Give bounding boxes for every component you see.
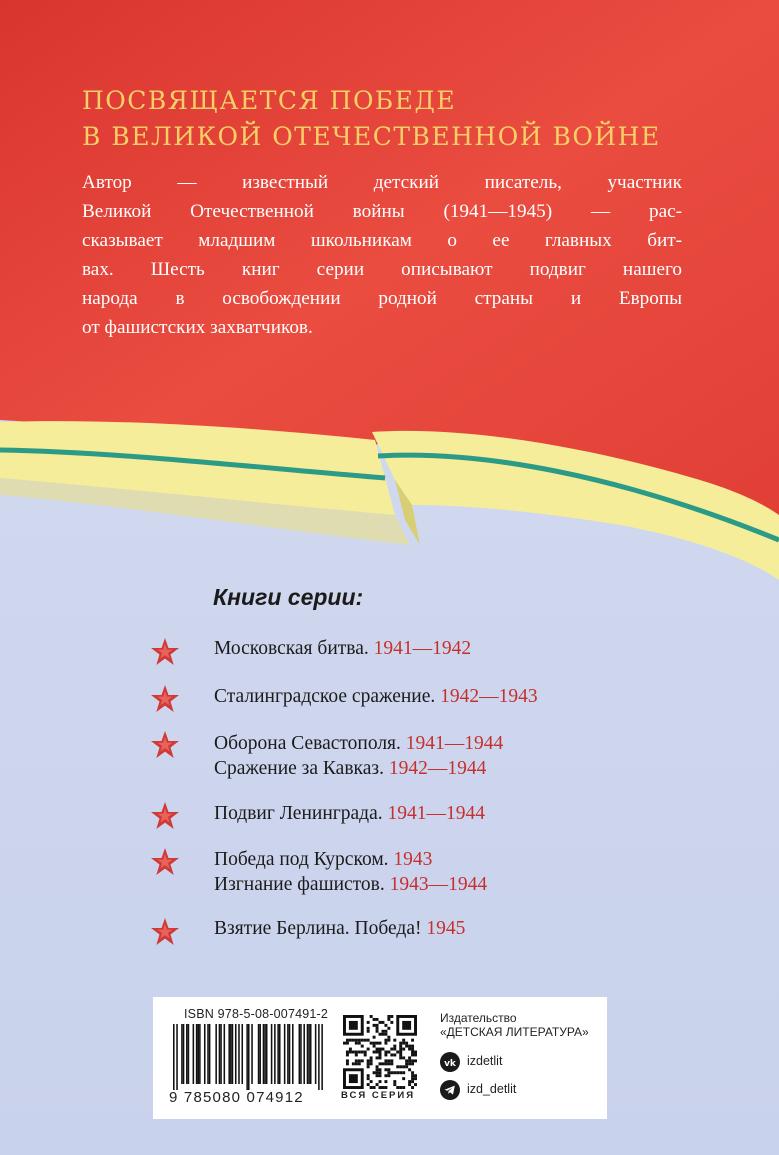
qr-module [364,1051,367,1054]
description-line: сказывает младшим школьникам о ее главных бит- [82,230,682,251]
qr-module [408,1045,411,1048]
barcode-bar [248,1024,250,1090]
qr-module [381,1062,384,1065]
barcode-bar [264,1024,266,1084]
qr-module [411,1051,414,1054]
qr-module [399,1071,402,1074]
qr-module [346,1062,349,1065]
book-title: Сталинградское сражение. [214,686,436,707]
barcode-bar [228,1024,230,1084]
qr-module [361,1039,364,1042]
book-title: Взятие Берлина. Победа! [214,918,422,939]
barcode-bar [300,1024,302,1084]
qr-module [361,1045,364,1048]
qr-module [411,1053,414,1056]
barcode-bar [289,1024,291,1084]
qr-module [349,1021,358,1030]
qr-module [376,1068,379,1071]
qr-module [346,1051,349,1054]
qr-module [358,1042,361,1045]
book-title: Победа под Курском. [214,849,389,870]
barcode-bar [284,1024,286,1084]
book-years: 1942—1943 [440,686,538,707]
book-years: 1941—1942 [373,638,472,659]
qr-module [376,1074,379,1077]
qr-module [387,1018,390,1021]
qr-module [373,1024,376,1027]
barcode-bar [188,1024,190,1084]
book-title: Оборона Севастополя. [214,733,401,754]
book-years: 1941—1944 [405,733,504,754]
isbn-barcode [173,1024,323,1090]
qr-module [367,1062,370,1065]
qr-module [376,1083,379,1086]
qr-module [390,1015,393,1018]
qr-module [367,1039,370,1042]
qr-module [376,1042,379,1045]
book-line [214,757,486,781]
qr-module [399,1056,402,1059]
qr-module [370,1015,373,1018]
qr-module [384,1059,387,1062]
barcode-bar [176,1024,178,1090]
barcode-bar [308,1024,310,1084]
qr-module [367,1083,370,1086]
publisher-line-1: Издательство [440,1011,517,1025]
qr-module [352,1062,355,1065]
red-star-icon [150,684,180,714]
qr-module [367,1077,370,1080]
qr-module [411,1045,414,1048]
qr-module [414,1053,417,1056]
qr-module [381,1048,384,1051]
barcode-bar [209,1024,211,1084]
qr-module [387,1068,390,1071]
qr-module [376,1051,379,1054]
book-line [214,637,471,661]
barcode-bar [238,1024,240,1084]
qr-module [411,1074,414,1077]
qr-module [390,1048,393,1051]
qr-module [370,1080,373,1083]
barcode-bar [292,1024,294,1084]
qr-module [379,1048,382,1051]
qr-module [343,1042,346,1045]
qr-module [361,1051,364,1054]
qr-module [384,1053,387,1056]
barcode-bar [274,1024,276,1084]
book-title: Подвиг Ленинграда. [214,803,383,824]
red-star-icon [150,917,180,947]
book-years: 1945 [426,918,466,939]
barcode-bar [266,1024,268,1084]
qr-module [384,1042,387,1045]
qr-module [358,1059,361,1062]
qr-module [399,1065,402,1068]
book-years: 1943—1944 [389,874,488,895]
qr-module [384,1074,387,1077]
qr-module [414,1051,417,1054]
red-star-icon [150,637,180,667]
qr-module [379,1056,382,1059]
qr-module [376,1027,379,1030]
dedication-heading [82,83,742,155]
qr-module [373,1036,376,1039]
qr-module [379,1080,382,1083]
isbn-text: ISBN 978-5-08-007491-2 [184,1007,329,1021]
qr-module [393,1083,396,1086]
qr-module [352,1039,355,1042]
description-line: народа в освобождении родной страны и Европы [82,288,682,309]
qr-module [346,1039,349,1042]
qr-module [408,1056,411,1059]
qr-module [370,1062,373,1065]
qr-module [355,1053,358,1056]
qr-module [370,1059,373,1062]
book-line [214,917,465,941]
qr-module [411,1086,414,1089]
qr-module [376,1065,379,1068]
qr-module [376,1024,379,1027]
qr-module [408,1068,411,1071]
qr-module [384,1080,387,1083]
qr-module [376,1071,379,1074]
publisher-name [440,1011,589,1039]
dedication-line-2: В ВЕЛИКОЙ ОТЕЧЕСТВЕННОЙ ВОЙНЕ [82,122,661,151]
qr-code[interactable] [343,1015,417,1089]
qr-module [367,1048,370,1051]
qr-module [390,1021,393,1024]
qr-module [384,1062,387,1065]
barcode-bar [321,1024,323,1090]
barcode-bar [258,1024,260,1084]
qr-module [346,1053,349,1056]
dedication-line-1: ПОСВЯЩАЕТСЯ ПОБЕДЕ [82,86,457,115]
barcode-bar [235,1024,237,1084]
qr-module [411,1080,414,1083]
qr-module [379,1086,382,1089]
qr-module [376,1056,379,1059]
qr-module [402,1039,405,1042]
qr-module [379,1074,382,1077]
qr-module [393,1053,396,1056]
qr-module [370,1086,373,1089]
qr-module [390,1059,393,1062]
qr-module [387,1051,390,1054]
qr-module [379,1033,382,1036]
qr-module [402,1065,405,1068]
description-line: вах. Шесть книг серии описывают подвиг нашего [82,259,682,280]
qr-module [381,1021,384,1024]
qr-module [376,1018,379,1021]
red-star-icon [150,801,180,831]
barcode-bar [224,1024,226,1084]
book-line [214,802,485,826]
qr-module [399,1051,402,1054]
qr-module [405,1042,408,1045]
qr-module [384,1051,387,1054]
qr-module [367,1021,370,1024]
qr-module [387,1062,390,1065]
qr-module [387,1036,390,1039]
qr-module [390,1071,393,1074]
qr-module [379,1051,382,1054]
book-years: 1943 [393,849,433,870]
book-line [214,873,487,897]
qr-module [399,1042,402,1045]
qr-module [396,1086,399,1089]
qr-module [402,1071,405,1074]
telegram-handle: izd_detlit [467,1082,517,1096]
qr-module [390,1062,393,1065]
qr-module [393,1071,396,1074]
qr-label: ВСЯ СЕРИЯ [341,1090,416,1101]
qr-module [387,1039,390,1042]
qr-module [349,1048,352,1051]
qr-module [402,1077,405,1080]
qr-module [393,1045,396,1048]
barcode-bar [183,1024,185,1084]
book-line [214,685,538,709]
qr-module [355,1051,358,1054]
barcode-bar [204,1024,206,1084]
qr-module [346,1059,349,1062]
barcode-bar [299,1024,301,1084]
svg-text:vk: vk [444,1059,456,1069]
qr-module [387,1015,390,1018]
qr-module [414,1059,417,1062]
qr-module [367,1074,370,1077]
book-line [214,848,432,872]
qr-module [367,1030,370,1033]
qr-module [414,1077,417,1080]
qr-module [367,1065,370,1068]
book-years: 1941—1944 [387,803,485,824]
qr-module [367,1059,370,1062]
telegram-icon [440,1080,460,1100]
qr-module [387,1027,390,1030]
barcode-bar [193,1024,195,1084]
qr-module [358,1062,361,1065]
qr-module [399,1048,402,1051]
qr-module [384,1030,387,1033]
qr-module [373,1018,376,1021]
description-line: от фашистских захватчиков. [82,317,313,338]
barcode-bar [251,1024,253,1084]
book-description [82,168,682,342]
qr-module [349,1039,352,1042]
barcode-bar [219,1024,221,1084]
qr-module [373,1071,376,1074]
qr-module [384,1033,387,1036]
qr-module [373,1086,376,1089]
qr-module [405,1045,408,1048]
qr-module [384,1068,387,1071]
qr-module [355,1062,358,1065]
qr-module [381,1033,384,1036]
qr-module [379,1062,382,1065]
vk-handle: izdetlit [467,1054,503,1068]
book-title: Сражение за Кавказ. [214,758,384,779]
barcode-bar [318,1024,320,1090]
qr-module [390,1053,393,1056]
qr-module [405,1065,408,1068]
qr-module [355,1059,358,1062]
qr-module [387,1059,390,1062]
qr-module [408,1083,411,1086]
qr-module [396,1071,399,1074]
qr-module [379,1042,382,1045]
qr-module [384,1039,387,1042]
qr-module [402,1042,405,1045]
qr-module [402,1086,405,1089]
qr-module [393,1048,396,1051]
qr-module [405,1062,408,1065]
book-title: Изгнание фашистов. [214,874,385,895]
qr-module [408,1062,411,1065]
barcode-bar [277,1024,279,1084]
publisher-line-2: «ДЕТСКАЯ ЛИТЕРАТУРА» [440,1025,589,1039]
qr-module [408,1048,411,1051]
qr-module [373,1042,376,1045]
qr-module [402,1048,405,1051]
barcode-bar [259,1024,261,1084]
description-line: Автор — известный детский писатель, участник [82,172,682,193]
qr-module [364,1053,367,1056]
qr-module [399,1045,402,1048]
qr-module [376,1048,379,1051]
barcode-bar [307,1024,309,1084]
qr-module [411,1071,414,1074]
barcode-bar [197,1024,199,1084]
book-title: Московская битва. [214,638,369,659]
qr-module [361,1059,364,1062]
barcode-bar [181,1024,183,1084]
qr-module [411,1062,414,1065]
red-star-icon [150,847,180,877]
barcode-bar [241,1024,243,1084]
qr-module [393,1039,396,1042]
qr-module [379,1068,382,1071]
qr-module [384,1086,387,1089]
barcode-digits: 9 785080 074912 [169,1089,304,1106]
qr-module [379,1021,382,1024]
barcode-bar [271,1024,273,1084]
barcode-bar [207,1024,209,1084]
red-star-icon [150,730,180,760]
barcode-bar [303,1024,305,1084]
qr-module [399,1086,402,1089]
qr-module [355,1039,358,1042]
barcode-bar [215,1024,217,1084]
qr-module [411,1059,414,1062]
qr-module [376,1030,379,1033]
qr-module [349,1074,358,1083]
description-line: Великой Отечественной войны (1941—1945) — рас- [82,201,682,222]
qr-module [414,1083,417,1086]
barcode-bar [263,1024,265,1084]
qr-module [411,1039,414,1042]
qr-module [411,1048,414,1051]
barcode-bar [220,1024,222,1084]
qr-module [379,1053,382,1056]
qr-module [346,1042,349,1045]
barcode-bar [279,1024,281,1084]
qr-module [402,1021,411,1030]
book-line [214,732,503,756]
book-years: 1942—1944 [388,758,487,779]
barcode-bar [310,1024,312,1084]
barcode-bar [232,1024,234,1084]
qr-module [381,1086,384,1089]
qr-module [364,1039,367,1042]
qr-module [408,1080,411,1083]
series-title: Книги серии: [213,584,364,610]
qr-module [387,1074,390,1077]
qr-module [373,1051,376,1054]
publishing-info-box [153,997,607,1119]
qr-module [402,1056,405,1059]
barcode-bar [173,1024,175,1090]
qr-module [379,1071,382,1074]
qr-module [352,1051,355,1054]
qr-module [349,1051,352,1054]
barcode-bar [230,1024,232,1084]
qr-module [408,1059,411,1062]
qr-module [393,1080,396,1083]
barcode-bar [196,1024,198,1084]
qr-module [370,1042,373,1045]
barcode-bar [186,1024,188,1084]
qr-module [396,1051,399,1054]
qr-module [367,1027,370,1030]
qr-module [370,1056,373,1059]
qr-module [396,1065,399,1068]
qr-module [387,1071,390,1074]
qr-module [355,1042,358,1045]
barcode-bar [199,1024,201,1084]
vk-icon [440,1052,460,1072]
barcode-bar [315,1024,317,1084]
qr-module [358,1039,361,1042]
qr-module [414,1074,417,1077]
qr-module [384,1024,387,1027]
barcode-bar [246,1024,248,1090]
barcode-bar [287,1024,289,1084]
qr-module [411,1077,414,1080]
qr-module [399,1053,402,1056]
qr-module [358,1051,361,1054]
qr-module [381,1030,384,1033]
qr-module [405,1059,408,1062]
qr-module [373,1045,376,1048]
